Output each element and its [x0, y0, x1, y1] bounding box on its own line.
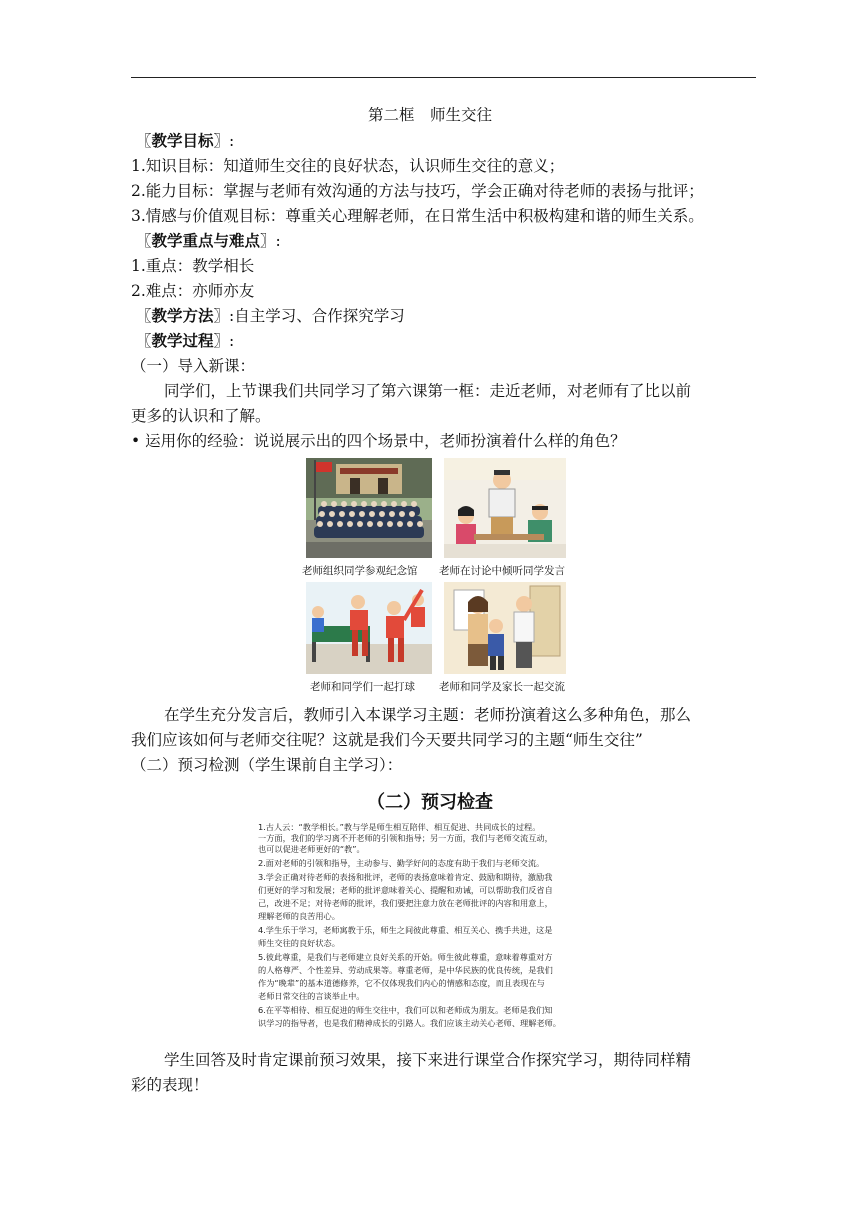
preview-line-10: 师生交往的良好状态。	[258, 938, 340, 948]
intro-paragraph-line2: 更多的认识和了解。	[131, 407, 271, 425]
preview-line-2: 一方面，我们的学习离不开老师的引领和指导；另一方面，我们与老师交流互动，	[258, 833, 553, 843]
discussion-illustration	[444, 458, 566, 558]
closing-line1: 学生回答及时肯定课前预习效果，接下来进行课堂合作探究学习，期待同样精	[164, 1051, 692, 1069]
preview-line-6: 们更好的学习和发展；老师的批评意味着关心、提醒和劝诫，可以帮助我们反省自	[258, 885, 553, 895]
preview-line-12: 的人格尊严、个性差异、劳动成果等。尊重老师，是中华民族的优良传统，是我们	[258, 965, 553, 975]
section-process-heading: 〖教学过程〗:	[136, 331, 235, 350]
intro-paragraph-line1: 同学们，上节课我们共同学习了第六课第一框：走近老师，对老师有了比以前	[164, 382, 692, 400]
key-point-2: 2.难点：亦师亦友	[131, 282, 255, 300]
preview-line-11: 5.彼此尊重，是我们与老师建立良好关系的开始。师生彼此尊重，意味着尊重对方	[258, 952, 553, 962]
scenes-figure	[302, 458, 588, 696]
preview-line-4: 2.面对老师的引领和指导，主动参与、勤学好问的态度有助于我们与老师交流。	[258, 858, 545, 868]
preview-line-7: 己，改进不足；对待老师的批评，我们要把注意力放在老师批评的内容和用意上，	[258, 898, 553, 908]
parent-exchange-illustration	[444, 582, 566, 674]
table-tennis-illustration	[306, 582, 432, 674]
preview-line-5: 3.学会正确对待老师的表扬和批评，老师的表扬意味着肯定、鼓励和期待，激励我	[258, 872, 553, 882]
preview-line-15: 6.在平等相待、相互促进的师生交往中，我们可以和老师成为朋友。老师是我们知	[258, 1005, 553, 1015]
preview-line-1: 1.古人云：“教学相长。”教与学是师生相互陪伴、相互促进、共同成长的过程。	[258, 822, 541, 832]
section-method-heading: 〖教学方法〗:自主学习、合作探究学习	[136, 306, 405, 325]
caption-memorial: 老师组织同学参观纪念馆	[302, 565, 418, 577]
key-point-1: 1.重点：教学相长	[131, 257, 255, 275]
memorial-visit-photo	[306, 458, 432, 558]
preview-image-title: （二）预习检查	[367, 792, 493, 813]
preview-line-14: 老师日常交往的言谈举止中。	[258, 991, 365, 1001]
preview-line-3: 也可以促进老师更好的“教”。	[258, 844, 365, 854]
preview-line-9: 4.学生乐于学习，老师寓教于乐，师生之间彼此尊重、相互关心、携手共进，这是	[258, 925, 553, 935]
header-rule	[131, 77, 756, 78]
closing-line2: 彩的表现！	[131, 1076, 209, 1094]
preview-line-13: 作为“晚辈”的基本道德修养，它不仅体现我们内心的情感和态度，而且表现在与	[258, 978, 545, 988]
caption-discussion: 老师在讨论中倾听同学发言	[439, 565, 565, 577]
goal-3: 3.情感与价值观目标：尊重关心理解老师，在日常生活中积极构建和谐的师生关系。	[131, 207, 704, 225]
section-goals-heading: 〖教学目标〗:	[136, 131, 235, 150]
preview-line-16: 识学习的指导者，也是我们精神成长的引路人。我们应该主动关心老师、理解老师。	[258, 1018, 561, 1028]
goal-1: 1.知识目标：知道师生交往的良好状态，认识师生交往的意义；	[131, 157, 565, 175]
bullet-question: • 运用你的经验：说说展示出的四个场景中，老师扮演着什么样的角色？	[131, 432, 626, 450]
page-title: 第二框 师生交往	[367, 106, 492, 124]
preview-heading: （二）预习检测（学生课前自主学习）：	[131, 756, 403, 774]
intro-heading: （一）导入新课：	[131, 357, 256, 375]
transition-line1: 在学生充分发言后，教师引入本课学习主题：老师扮演着这么多种角色，那么	[164, 706, 692, 724]
goal-2: 2.能力目标：掌握与老师有效沟通的方法与技巧，学会正确对待老师的表扬与批评；	[131, 182, 704, 200]
section-key-heading: 〖教学重点与难点〗:	[136, 231, 281, 250]
caption-table-tennis: 老师和同学们一起打球	[310, 681, 415, 693]
preview-line-8: 理解老师的良苦用心。	[258, 911, 340, 921]
transition-line2: 我们应该如何与老师交往呢？这就是我们今天要共同学习的主题“师生交往”	[131, 731, 643, 749]
caption-parent-exchange: 老师和同学及家长一起交流	[439, 681, 565, 693]
